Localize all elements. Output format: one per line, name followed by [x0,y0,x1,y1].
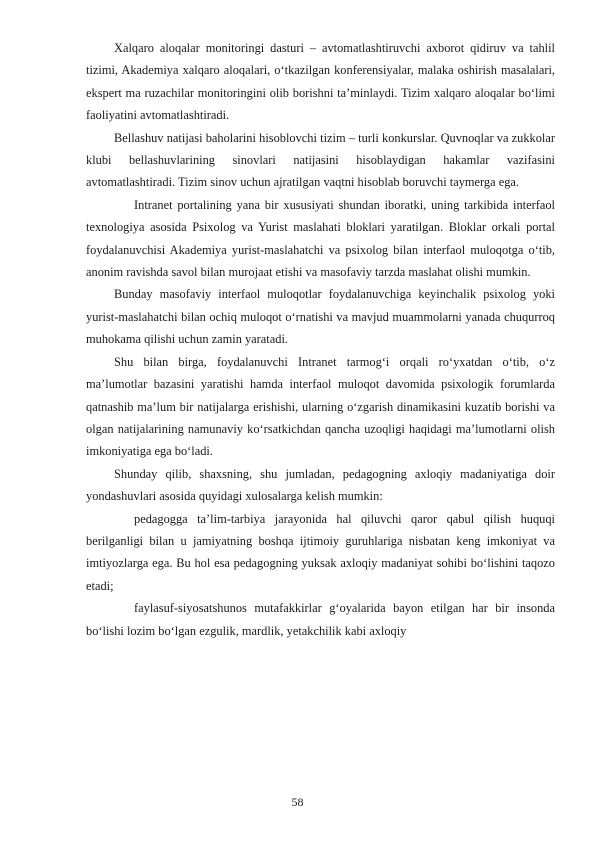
paragraph-intranet: Intranet portalining yana bir xususiyati shundan iboratki, uning tarkibida interfaol texnologiya asosida Psixolog va Yurist maslahati bloklari yaratilgan. Bloklar orkali portal foydalanuvchisi Akademiya yurist-maslahatchi va psixolog bilan interfaol muloqotga o‘tib, anonim ravishda savol bilan murojaat etishi va masofaviy tarzda maslahat olishi mumkin. [86,197,555,280]
paragraph-distance-dialog: Bunday masofaviy interfaol muloqotlar foydalanuvchiga keyinchalik psixolog yoki yurist-maslahatchi bilan ochiq muloqot o‘rnatishi va mavjud muammolarni yanada chuqurroq muhokama qilishi uchun zamin yaratadi. [86,287,555,347]
paragraph-conclusion-1: pedagogga ta’lim-tarbiya jarayonida hal qiluvchi qaror qabul qilish huquqi berilganligi bilan u jamiyatning boshqa ijtimoiy guruhlariga nisbatan keng imkoniyat va imtiyozlarga ega. Bu hol esa pedagogning yuksak axloqiy madaniyat sohibi bo‘lishini taqozo etadi; [86,511,555,593]
page-number: 58 [291,795,304,809]
paragraph-conclusion-2: faylasuf-siyosatshunos mutafakkirlar g‘oyalarida bayon etilgan har bir insonda bo‘lishi lozim bo‘lgan ezgulik, mardlik, yetakchilik kabi axloqiy [86,601,555,638]
paragraph-contest-system: Bellashuv natijasi baholarini hisoblovchi tizim – turli konkurslar. Quvnoqlar va zukkolar klubi bellashuvlarining sinovlari natijasini hisoblaydigan hakamlar vazifasini avtomatlashtiradi. Tizim sinov uchun ajratilgan vaqtni hisoblab boruvchi taymerga ega. [86,130,555,190]
paragraph-conclusion-intro: Shunday qilib, shaxsning, shu jumladan, pedagogning axloqiy madaniyatiga doir yondashuvlari asosida quyidagi xulosalarga kelish mumkin: [86,466,555,504]
paragraph-monitoring: Xalqaro aloqalar monitoringi dasturi – avtomatlashtiruvchi axborot qidiruv va tahlil tizimi, Akademiya xalqaro aloqalari, o‘tkazilgan konferensiyalar, malaka oshirish masalalari, ekspert ma ruzachilar monitoringini olib borishni ta’minlaydi. Tizim xalqaro aloqalar bo‘limi faoliyatini avtomatlashtiradi. [86,41,555,123]
paragraph-registration: Shu bilan birga, foydalanuvchi Intranet tarmog‘i orqali ro‘yxatdan o‘tib, o‘z ma’lumotlar bazasini yaratishi hamda interfaol muloqot davomida psixologik forumlarda qatnashib ma’lum bir natijalarga erishishi, ularning o‘zgarish dinamikasini kuzatib borishi va olgan natijalarining namunaviy ko‘rsatkichdan qancha uzoqligi haqidagi ma’lumotlarni olish imkoniyatiga ega bo‘ladi. [86,354,555,459]
page-body [86,37,555,642]
